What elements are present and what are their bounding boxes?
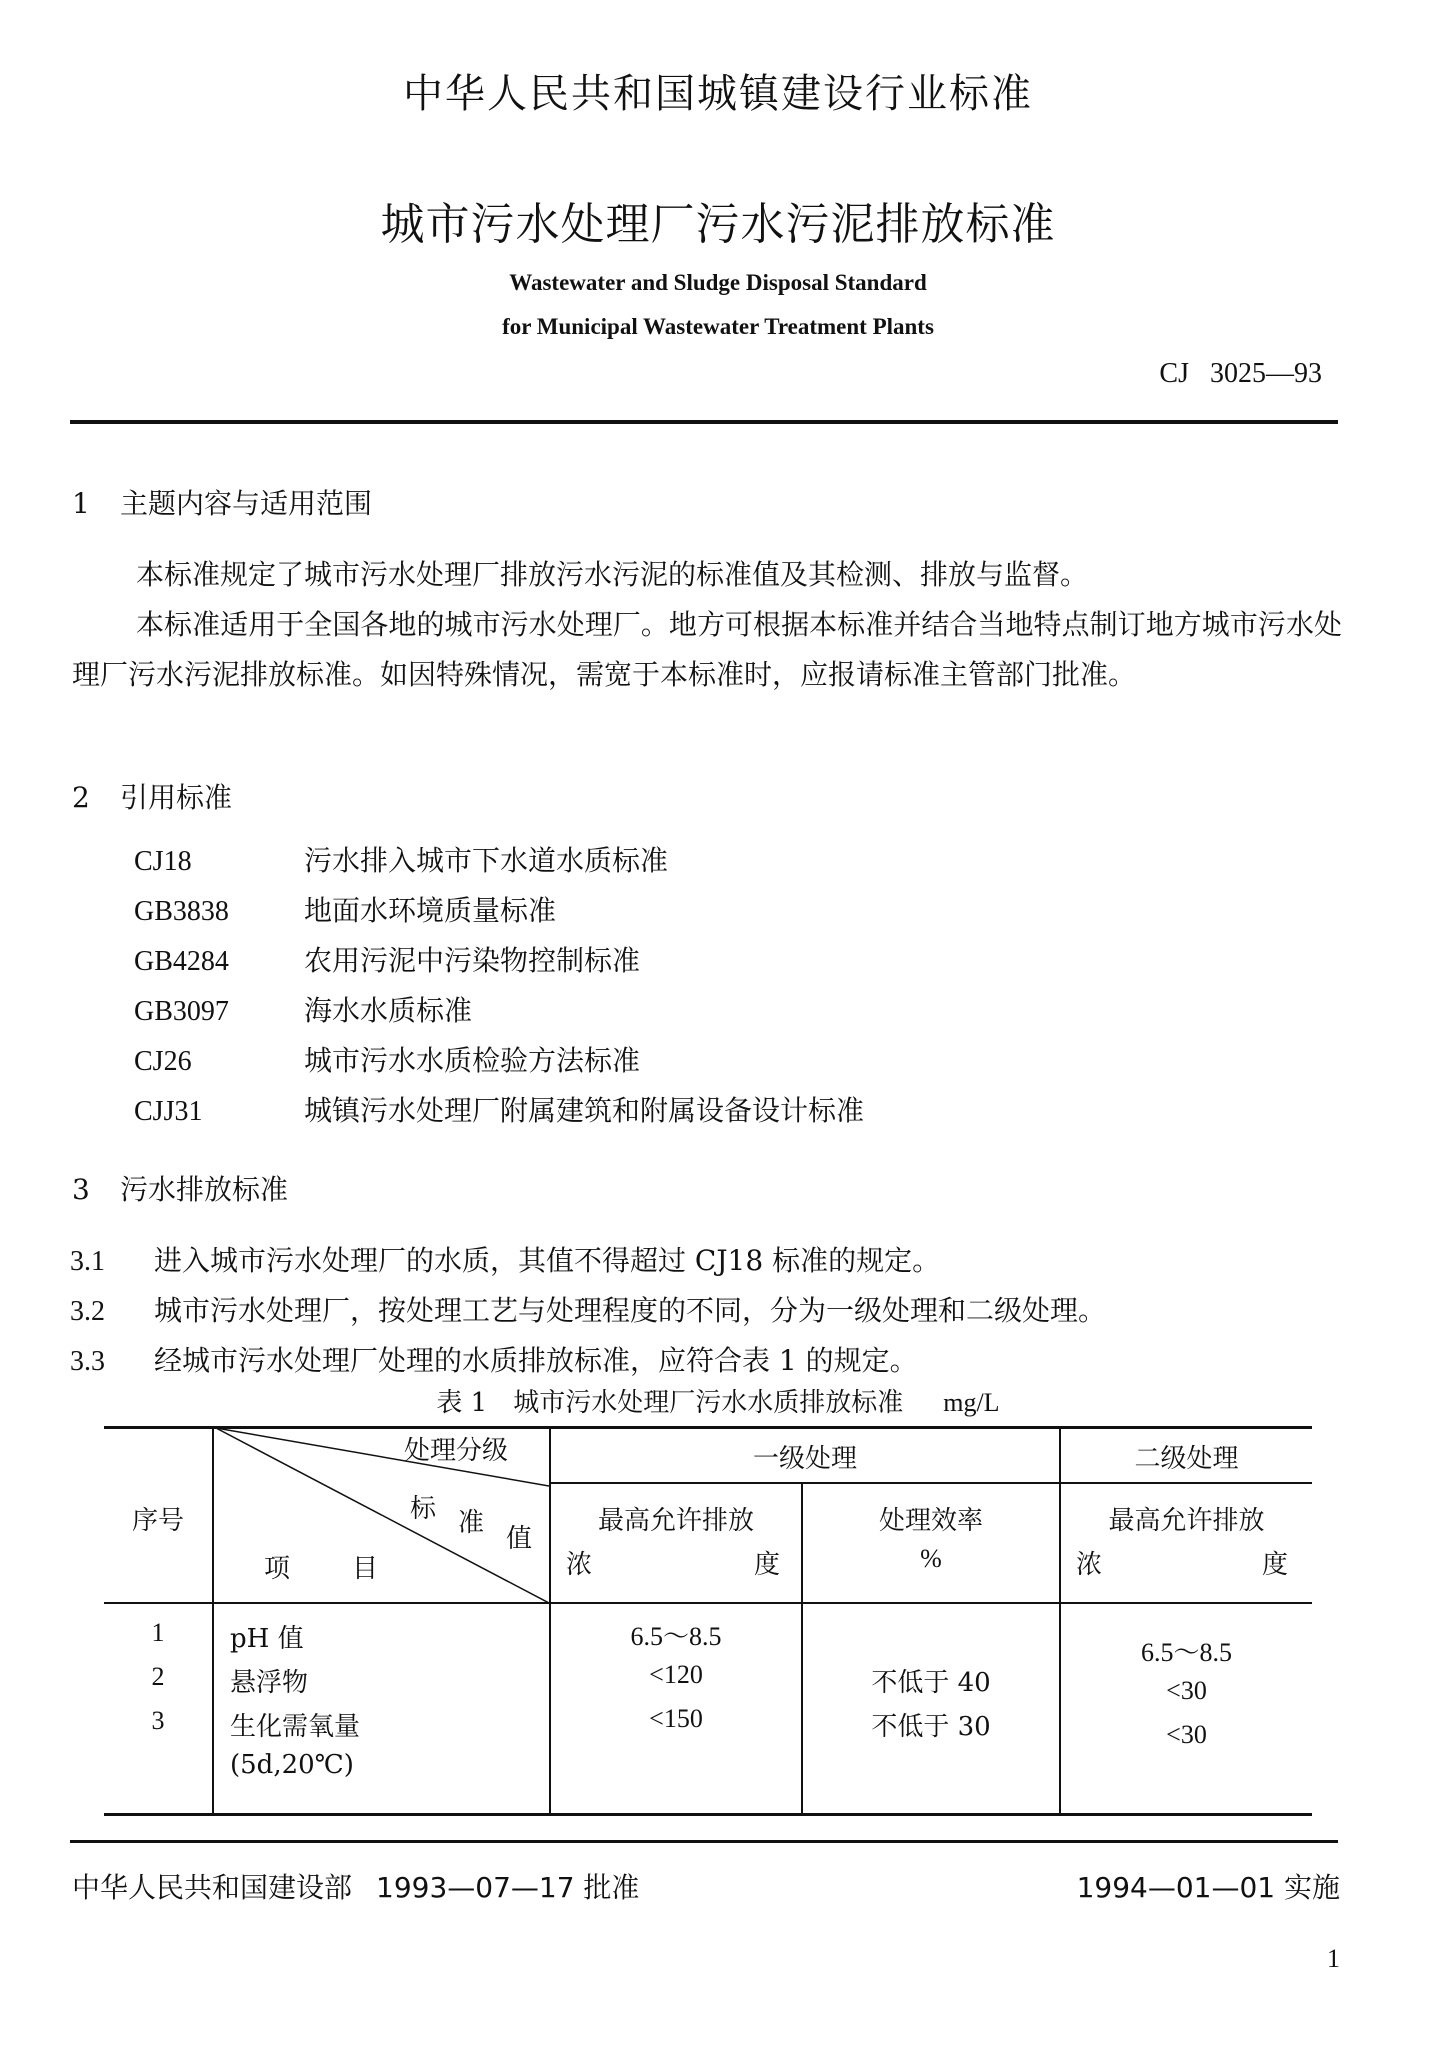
clause (70, 1236, 940, 1287)
issuing-category: 中华人民共和国城镇建设行业标准 (403, 71, 1033, 117)
clause (70, 1286, 1106, 1337)
table-bottom-border (104, 1813, 1312, 1816)
row-2-primary-eff: 不低于 40 (871, 1668, 991, 1698)
reference-item (134, 836, 668, 886)
header-diag-item-2: 目 (352, 1554, 379, 1584)
table-caption (0, 1382, 1436, 1419)
row-3-secondary-conc: <30 (1166, 1720, 1207, 1749)
reference-name: 城市污水水质检验方法标准 (304, 1044, 641, 1077)
issuer: 中华人民共和国建设部 (72, 1871, 353, 1904)
section-2-heading (72, 776, 232, 816)
reference-code: GB3838 (134, 896, 229, 927)
row-3-item-note: (5d,20℃) (230, 1750, 354, 1780)
reference-name: 农用污泥中污染物控制标准 (304, 944, 641, 977)
section-number: 1 (72, 487, 90, 520)
row-3-primary-conc: <150 (649, 1704, 703, 1733)
row-2-seq: 2 (151, 1662, 165, 1691)
reference-code: GB4284 (134, 946, 229, 977)
reference-code: CJJ31 (134, 1096, 203, 1127)
header-diag-std-2: 准 (458, 1508, 485, 1538)
row-1-item: pH 值 (230, 1624, 304, 1654)
header-rule (70, 420, 1338, 424)
header-secondary-conc-b: 度 (1262, 1550, 1289, 1580)
table-column-divider (1059, 1426, 1061, 1816)
clause-text: 城市污水处理厂，按处理工艺与处理程度的不同，分为一级处理和二级处理。 (154, 1294, 1107, 1327)
header-primary-conc-a: 浓 (566, 1550, 593, 1580)
approval-line (72, 1866, 639, 1906)
discharge-standard-table (104, 1426, 1312, 1816)
reference-item (134, 936, 640, 986)
row-3-item: 生化需氧量 (230, 1712, 361, 1742)
row-3-primary-eff: 不低于 30 (871, 1712, 991, 1742)
section-number: 3 (72, 1173, 90, 1206)
reference-name: 城镇污水处理厂附属建筑和附属设备设计标准 (304, 1094, 865, 1127)
english-title-line-2: for Municipal Wastewater Treatment Plants (502, 314, 934, 339)
header-primary-max-conc: 最高允许排放 (597, 1506, 754, 1536)
header-secondary-conc-a: 浓 (1076, 1550, 1103, 1580)
header-diag-item-1: 项 (264, 1554, 291, 1584)
clause-number: 3.3 (70, 1346, 105, 1377)
reference-code: CJ26 (134, 1046, 192, 1077)
section-1-heading (72, 482, 372, 522)
header-efficiency-unit: % (920, 1544, 942, 1573)
table-caption-text: 表 1 城市污水处理厂污水水质排放标准 (436, 1388, 904, 1418)
row-2-primary-conc: <120 (649, 1660, 703, 1689)
header-primary-treatment: 一级处理 (752, 1444, 857, 1474)
approval-date: 1993—07—17 批准 (376, 1871, 640, 1904)
section-title: 引用标准 (120, 781, 233, 814)
reference-item (134, 886, 556, 936)
section-1-paragraph-2: 本标准适用于全国各地的城市污水处理厂。地方可根据本标准并结合当地特点制订地方城市污水处理厂污水污泥排放标准。如因特殊情况，需宽于本标准时，应报请标准主管部门批准。 (72, 608, 1342, 691)
reference-name: 污水排入城市下水道水质标准 (304, 844, 669, 877)
clause (70, 1336, 918, 1387)
row-1-seq: 1 (151, 1618, 165, 1647)
section-title: 污水排放标准 (120, 1173, 289, 1206)
row-2-secondary-conc: <30 (1166, 1676, 1207, 1705)
header-seq: 序号 (131, 1506, 184, 1536)
header-efficiency: 处理效率 (878, 1506, 983, 1536)
header-secondary-treatment: 二级处理 (1134, 1444, 1239, 1474)
section-title: 主题内容与适用范围 (120, 487, 373, 520)
section-number: 2 (72, 781, 90, 814)
reference-item (134, 1086, 864, 1136)
section-3-heading (72, 1168, 288, 1208)
reference-item (134, 1036, 640, 1086)
header-diag-std-3: 值 (506, 1524, 533, 1554)
reference-name: 地面水环境质量标准 (304, 894, 557, 927)
row-3-seq: 3 (151, 1706, 165, 1735)
clause-text: 经城市污水处理厂处理的水质排放标准，应符合表 1 的规定。 (154, 1344, 918, 1377)
section-1-paragraph-1: 本标准规定了城市污水处理厂排放污水污泥的标准值及其检测、排放与监督。 (136, 558, 1089, 591)
footer-rule (70, 1840, 1338, 1843)
standard-code: CJ 3025—93 (1159, 358, 1322, 389)
reference-item (134, 986, 472, 1036)
document-title: 城市污水处理厂污水污泥排放标准 (380, 199, 1056, 250)
table-unit: mg/L (943, 1388, 1000, 1417)
clause-number: 3.2 (70, 1296, 105, 1327)
clause-text: 进入城市污水处理厂的水质，其值不得超过 CJ18 标准的规定。 (154, 1244, 941, 1277)
english-title-line-1: Wastewater and Sludge Disposal Standard (509, 270, 927, 295)
reference-name: 海水水质标准 (304, 994, 473, 1027)
header-diag-std-1: 标 (410, 1494, 437, 1524)
effective-date: 1994—01—01 实施 (1076, 1871, 1340, 1904)
clause-number: 3.1 (70, 1246, 105, 1277)
reference-code: GB3097 (134, 996, 229, 1027)
row-2-item: 悬浮物 (230, 1668, 309, 1698)
header-diag-grade: 处理分级 (404, 1436, 509, 1466)
row-1-primary-conc: 6.5～8.5 (630, 1622, 722, 1651)
header-secondary-max-conc: 最高允许排放 (1108, 1506, 1265, 1536)
page-number: 1 (1327, 1944, 1340, 1973)
row-1-secondary-conc: 6.5～8.5 (1140, 1638, 1232, 1667)
reference-code: CJ18 (134, 846, 192, 877)
header-primary-conc-b: 度 (754, 1550, 781, 1580)
table-group-divider (549, 1482, 1312, 1484)
